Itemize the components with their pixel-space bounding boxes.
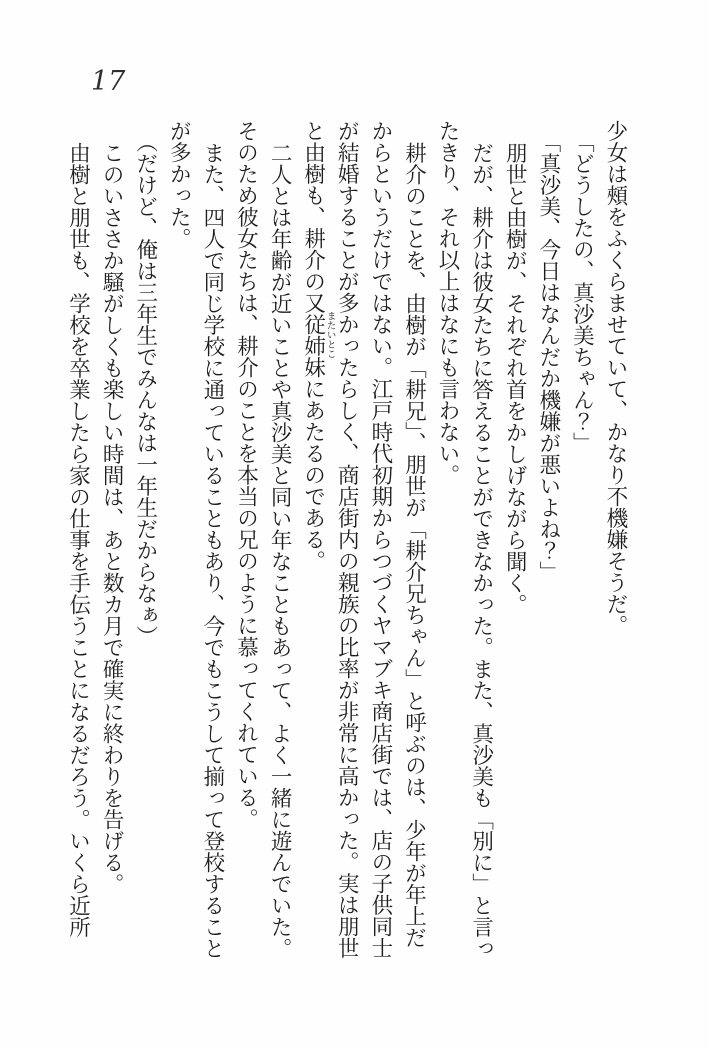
page-number: 17 bbox=[91, 66, 126, 97]
paragraph: 少女は頰をふくらませていて、かなり不機嫌そうだ。 bbox=[604, 120, 628, 636]
paragraph: 「真沙美、今日はなんだか機嫌が悪いよね？」 bbox=[536, 130, 561, 583]
paragraph: このいささか騒がしくも楽しい時間は、あと数カ月で確実に終わりを告げる。 bbox=[100, 141, 125, 894]
paragraph: 「どうしたの、真沙美ちゃん？」 bbox=[570, 130, 595, 454]
paragraph: 耕介のことを、由樹が「耕兄」、朋世が「耕介兄ちゃん」と呼ぶのは、少年が年上だからというだけではない。江戸時代初期からつづくヤマブキ商店街では、店の子供同士が結婚することが多かったらしく、商店街内の親族の比率が非常に高かった。実は朋世と由樹も、耕介の又従姉妹 またいとこにあたるのである。 bbox=[301, 120, 427, 959]
vertical-text-body bbox=[12, 120, 632, 960]
paragraph: 二人とは年齢が近いことや真沙美と同い年なこともあって、よく一緒に遊んでいた。そのため彼女たちは、耕介のことを本当の兄のように慕ってくれている。 bbox=[234, 120, 293, 959]
paragraph: だが、耕介は彼女たちに答えることができなかった。また、真沙美も「別に」と言ったきり、それ以上はなにも言わない。 bbox=[436, 120, 494, 959]
paragraph: 朋世と由樹が、それぞれ首をかしげながら聞く。 bbox=[503, 141, 528, 615]
furigana-term: 又従姉妹 またいとこ bbox=[301, 292, 335, 378]
paragraph: 由樹と朋世も、学校を卒業したら家の仕事を手伝うことになるだろう。いくら近所 bbox=[66, 141, 91, 937]
paragraph: （だけど、俺は三年生でみんなは一年生だからなぁ） bbox=[133, 130, 158, 647]
paragraph: また、四人で同じ学校に通っていることもあり、今でもこうして揃って登校することが多かった。 bbox=[167, 120, 225, 959]
